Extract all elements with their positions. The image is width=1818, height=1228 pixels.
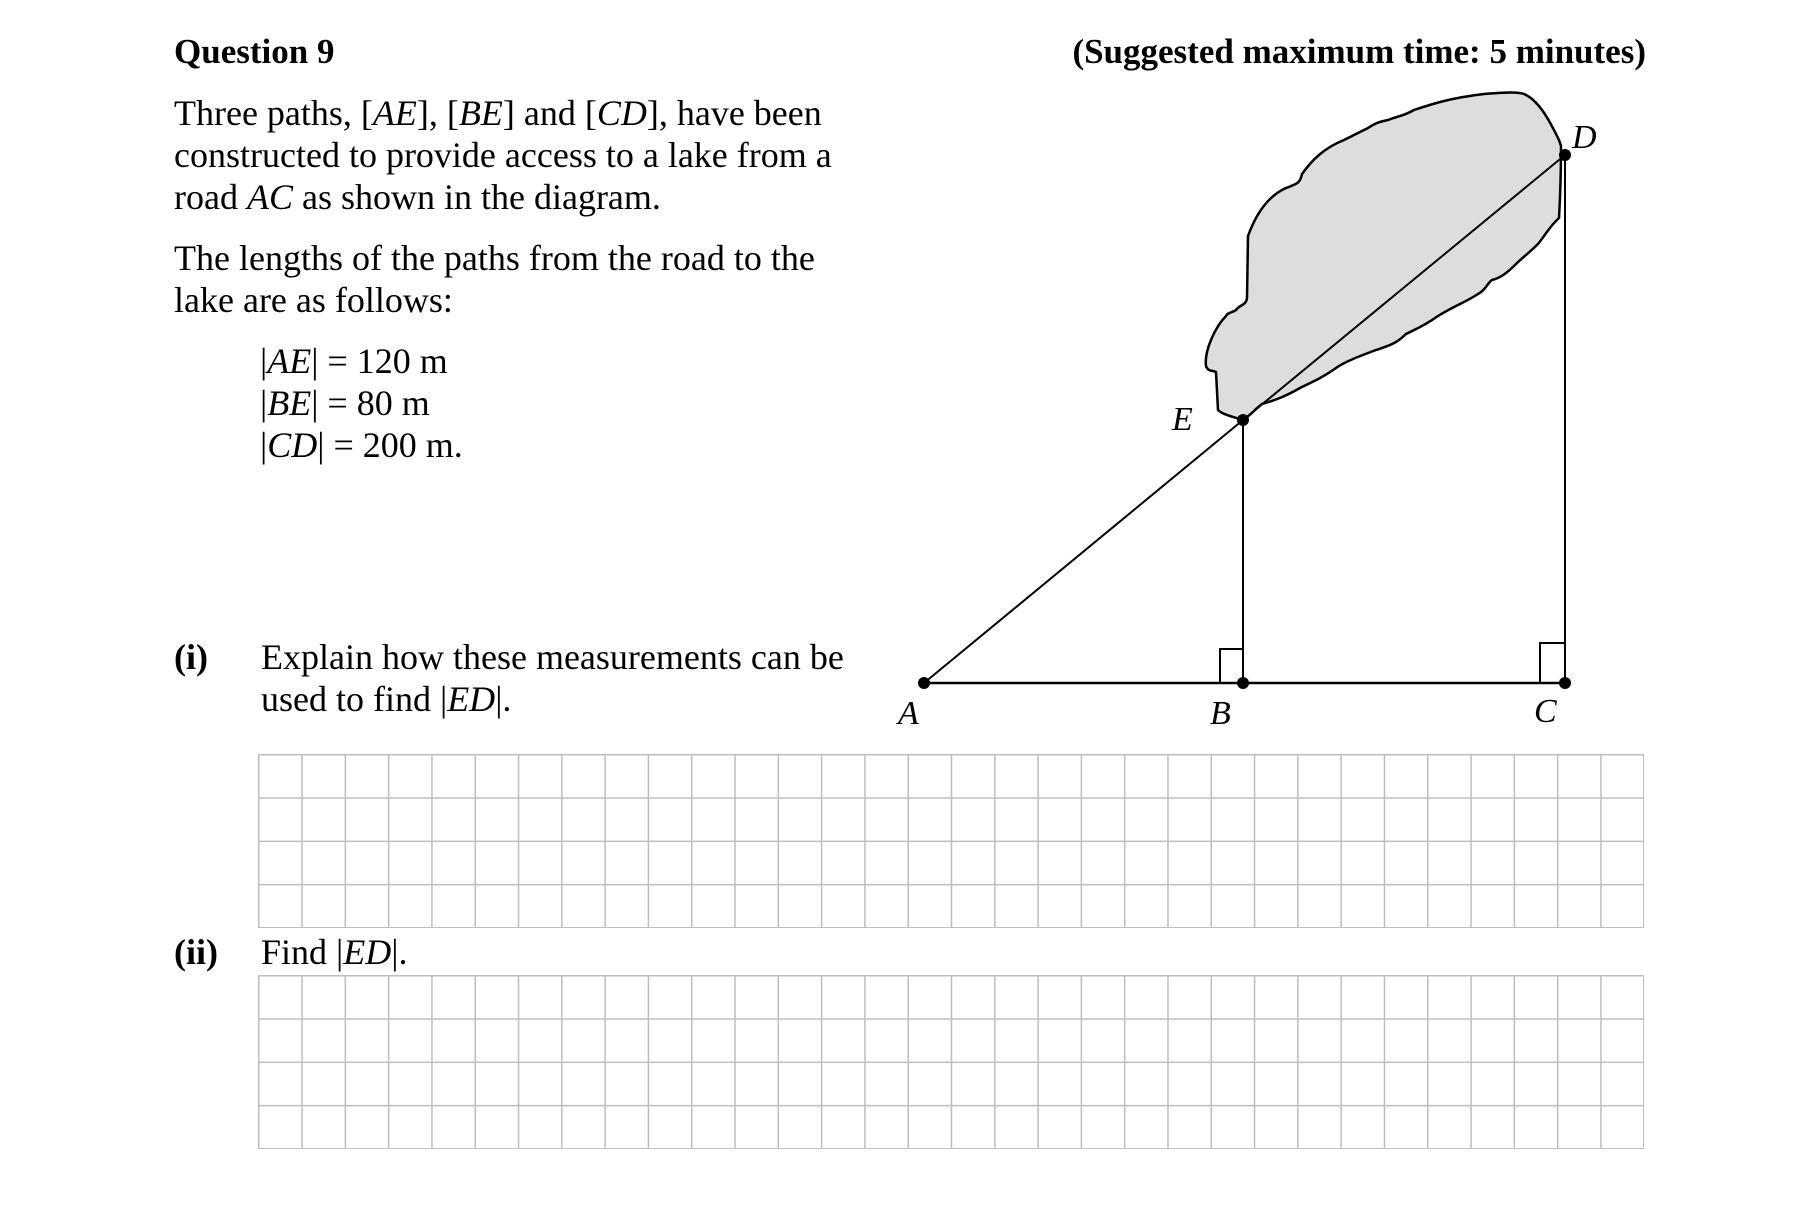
point-a <box>918 677 930 689</box>
segment-label: AE <box>267 341 312 381</box>
text-run: ] and [ <box>502 93 597 133</box>
question-title: Question 9 <box>174 32 335 71</box>
text-run: |. <box>391 932 408 972</box>
text-run: Explain how these measurements can be used to find | <box>261 637 844 719</box>
point-d <box>1559 149 1571 161</box>
text-run: |. <box>495 679 512 719</box>
point-c <box>1559 677 1571 689</box>
segment-ed: ED <box>447 679 496 719</box>
text-run: Find | <box>261 932 344 972</box>
lake-shape <box>1206 93 1561 421</box>
text-run: ], have been constructed to provide access to a lake from a road <box>174 93 832 217</box>
intro-paragraph-2: The lengths of the paths from the road to the lake are as follows: <box>174 238 815 320</box>
segment-label: BE <box>267 383 312 423</box>
path-ae <box>924 420 1243 683</box>
measurement-cd: |CD| = 200 m. <box>260 425 463 465</box>
segment-cd: CD <box>596 93 647 133</box>
text-run: as shown in the diagram. <box>292 177 661 217</box>
segment-ed: ED <box>343 932 392 972</box>
measurement-value: = 80 m <box>318 383 430 423</box>
part-i-label: (i) <box>174 637 208 677</box>
measurement-be: |BE| = 80 m <box>260 383 430 423</box>
label-a: A <box>898 695 919 732</box>
label-d: D <box>1572 119 1597 156</box>
text-run: ], [ <box>416 93 459 133</box>
measurement-value: = 120 m <box>318 341 448 381</box>
segment-label: CD <box>267 425 318 465</box>
part-ii-label: (ii) <box>174 932 218 972</box>
segment-be: BE <box>458 93 503 133</box>
right-angle-marker-b <box>1220 649 1243 683</box>
segment-ae: AE <box>372 93 417 133</box>
right-angle-marker-c <box>1540 643 1565 683</box>
measurement-ae: |AE| = 120 m <box>260 341 448 381</box>
point-b <box>1237 677 1249 689</box>
label-e: E <box>1172 401 1193 438</box>
measurement-value: = 200 m. <box>324 425 463 465</box>
point-e <box>1237 414 1249 426</box>
label-b: B <box>1210 695 1231 732</box>
text-run: Three paths, [ <box>174 93 373 133</box>
label-c: C <box>1534 693 1557 730</box>
road-ac: AC <box>246 177 293 217</box>
suggested-time: (Suggested maximum time: 5 minutes) <box>1072 32 1646 71</box>
